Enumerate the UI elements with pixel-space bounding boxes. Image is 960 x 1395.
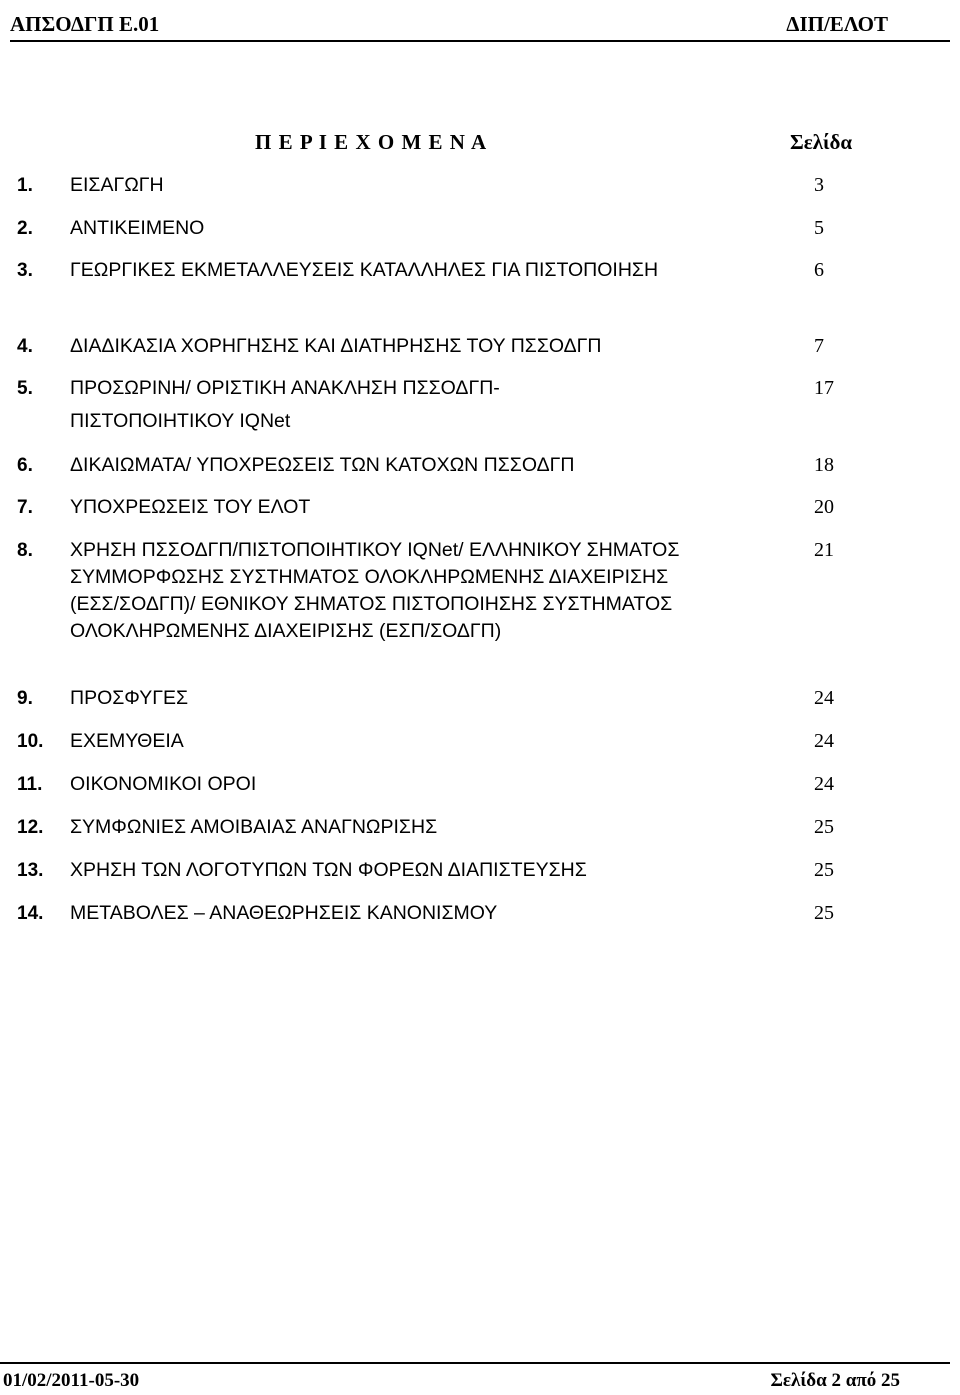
- toc-entry-page: 18: [814, 454, 834, 476]
- toc-page-heading: Σελίδα: [790, 130, 853, 154]
- toc-entry-title: ΟΙΚΟΝΟΜΙΚΟΙ ΟΡΟΙ: [70, 773, 257, 795]
- toc-entry-page: 20: [814, 496, 834, 518]
- toc-entry-title: ΧΡΗΣΗ ΤΩΝ ΛΟΓΟΤΥΠΩΝ ΤΩΝ ΦΟΡΕΩΝ ΔΙΑΠΙΣΤΕΥΣΗΣ: [70, 859, 587, 881]
- page-footer: [0, 1362, 950, 1395]
- department-code: ΔΙΠ/ΕΛΟΤ: [786, 12, 888, 36]
- toc-entry-title: ΔΙΚΑΙΩΜΑΤΑ/ ΥΠΟΧΡΕΩΣΕΙΣ ΤΩΝ ΚΑΤΟΧΩΝ ΠΣΣΟΔΓΠ: [70, 454, 575, 476]
- toc-entry-page: 25: [814, 816, 834, 838]
- toc-entry-number: 9.: [17, 688, 33, 709]
- toc-entry-title: ΠΡΟΣΩΡΙΝΗ/ ΟΡΙΣΤΙΚΗ ΑΝΑΚΛΗΣΗ ΠΣΣΟΔΓΠ-ΠΙΣΤΟΠΟΙΗΤΙΚΟΥ IQNet: [70, 377, 500, 432]
- toc-entry-number: 14.: [17, 903, 44, 924]
- toc-entry-page: 24: [814, 687, 834, 709]
- revision-date: 01/02/2011-05-30: [3, 1370, 140, 1391]
- toc-entry-number: 12.: [17, 817, 44, 838]
- page-header: [10, 6, 950, 42]
- toc-entry-page: 6: [814, 259, 824, 281]
- toc-entry-page: 21: [814, 539, 834, 561]
- toc-entry-title: ΕΧΕΜΥΘΕΙΑ: [70, 730, 184, 752]
- toc-entry-title: ΜΕΤΑΒΟΛΕΣ – ΑΝΑΘΕΩΡΗΣΕΙΣ ΚΑΝΟΝΙΣΜΟΥ: [70, 902, 498, 924]
- toc-entry-title: ΧΡΗΣΗ ΠΣΣΟΔΓΠ/ΠΙΣΤΟΠΟΙΗΤΙΚΟΥ IQNet/ ΕΛΛΗΝΙΚΟΥ ΣΗΜΑΤΟΣ ΣΥΜΜΟΡΦΩΣΗΣ ΣΥΣΤΗΜΑΤΟΣ ΟΛΟΚΛΗΡΩΜΕΝΗΣ ΔΙΑΧΕΙΡΙΣΗΣ (ΕΣΣ/ΣΟΔΓΠ)/ ΕΘΝΙΚΟΥ ΣΗΜΑΤΟΣ ΠΙΣΤΟΠΟΙΗΣΗΣ ΣΥΣΤΗΜΑΤΟΣ ΟΛΟΚΛΗΡΩΜΕΝΗΣ ΔΙΑΧΕΙΡΙΣΗΣ (ΕΣΠ/ΣΟΔΓΠ): [70, 539, 680, 642]
- toc-entry-number: 13.: [17, 860, 44, 881]
- toc-entry-page: 5: [814, 217, 824, 239]
- toc-entry-page: 3: [814, 174, 824, 196]
- document-code: ΑΠΣΟΔΓΠ Ε.01: [10, 12, 160, 36]
- toc-entry-page: 25: [814, 859, 834, 881]
- toc-entry-number: 8.: [17, 540, 33, 561]
- toc-entry-page: 17: [814, 377, 834, 399]
- toc-entry-number: 4.: [17, 336, 33, 357]
- toc-entry-page: 7: [814, 335, 824, 357]
- toc-entry-page: 24: [814, 730, 834, 752]
- toc-entry-number: 10.: [17, 731, 44, 752]
- toc-entry-title: ΑΝΤΙΚΕΙΜΕΝΟ: [70, 217, 205, 239]
- toc-entry-number: 11.: [17, 774, 43, 795]
- toc-entry-title: ΔΙΑΔΙΚΑΣΙΑ ΧΟΡΗΓΗΣΗΣ ΚΑΙ ΔΙΑΤΗΡΗΣΗΣ ΤΟΥ ΠΣΣΟΔΓΠ: [70, 335, 602, 357]
- toc-entry-number: 1.: [17, 175, 33, 196]
- toc-entry-number: 2.: [17, 218, 33, 239]
- toc-entry-title: ΣΥΜΦΩΝΙΕΣ ΑΜΟΙΒΑΙΑΣ ΑΝΑΓΝΩΡΙΣΗΣ: [70, 816, 438, 838]
- toc-entry-title: ΓΕΩΡΓΙΚΕΣ ΕΚΜΕΤΑΛΛΕΥΣΕΙΣ ΚΑΤΑΛΛΗΛΕΣ ΓΙΑ ΠΙΣΤΟΠΟΙΗΣΗ: [70, 259, 659, 281]
- page-number: Σελίδα 2 από 25: [770, 1370, 900, 1391]
- toc-entry-title: ΠΡΟΣΦΥΓΕΣ: [70, 687, 189, 709]
- toc-entry-number: 6.: [17, 455, 33, 476]
- toc-entry-page: 25: [814, 902, 834, 924]
- toc-entry-title: ΥΠΟΧΡΕΩΣΕΙΣ ΤΟΥ ΕΛΟΤ: [70, 496, 311, 518]
- toc-entry-page: 24: [814, 773, 834, 795]
- toc-entry-number: 5.: [17, 378, 33, 399]
- toc-entry-title: ΕΙΣΑΓΩΓΗ: [70, 174, 164, 196]
- toc-entry-number: 3.: [17, 260, 33, 281]
- toc-entry-number: 7.: [17, 497, 33, 518]
- toc-title: Π Ε Ρ Ι Ε Χ Ο Μ Ε Ν Α: [255, 130, 488, 154]
